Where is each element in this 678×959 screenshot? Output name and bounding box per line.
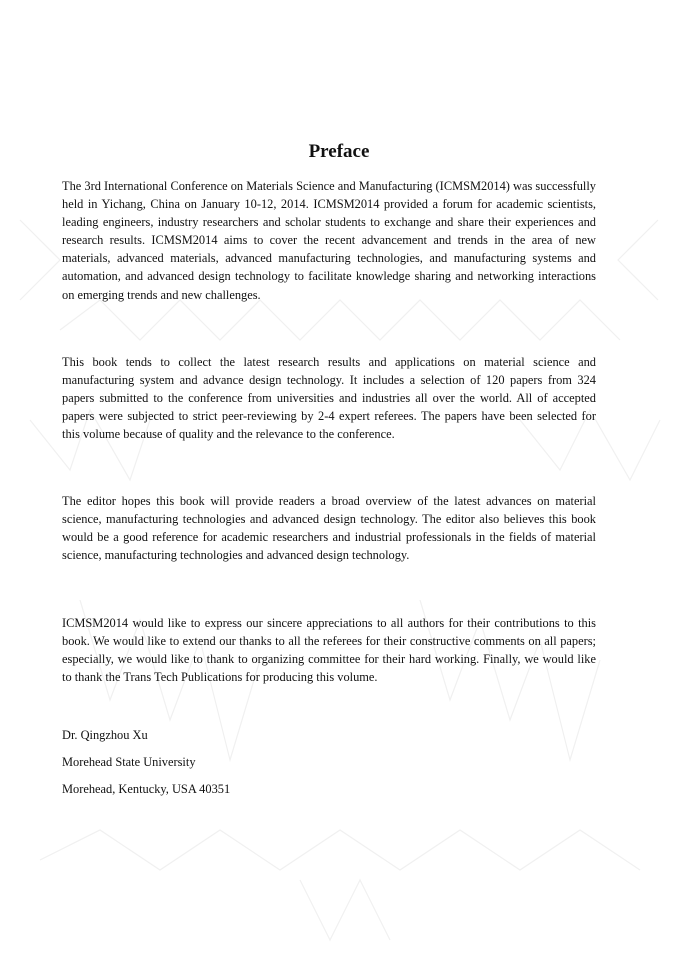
preface-body xyxy=(62,177,596,807)
signature-address: Morehead, Kentucky, USA 40351 xyxy=(62,782,231,797)
signature-institution: Morehead State University xyxy=(62,754,196,769)
page-title: Preface xyxy=(308,141,370,162)
signature-block xyxy=(62,726,596,798)
paragraph-3: The editor hopes this book will provide readers a broad overview of the latest advances on material science, manufacturing technologies and advanced design technology. The editor also believes this book would be a good reference for academic researchers and industrial professionals in the fields of material science, manufacturing technologies and advanced design technology. xyxy=(62,494,596,563)
paragraph-2: This book tends to collect the latest research results and applications on material science and manufacturing system and advance design technology. It includes a selection of 120 papers from 324 papers submitted to the conference from universities and industries all over the world. All of accepted papers were subjected to strict peer-reviewing by 2-4 expert referees. The papers have been selected for this volume because of quality and the relevance to the conference. xyxy=(62,354,596,442)
paragraph-1: The 3rd International Conference on Materials Science and Manufacturing (ICMSM2014) was successfully held in Yichang, China on January 10-12, 2014. ICMSM2014 provided a forum for academic scientists, leading engineers, industry researchers and scholar students to exchange and share their experiences and research results. ICMSM2014 aims to cover the recent advancement and trends in the area of new materials, advanced materials, advanced manufacturing technologies, and manufacturing systems and automation, and advanced design technology to facilitate knowledge sharing and networking interactions on emerging trends and new challenges. xyxy=(62,179,596,302)
signature-name: Dr. Qingzhou Xu xyxy=(62,727,148,742)
paragraph-4: ICMSM2014 would like to express our sincere appreciations to all authors for their contributions to this book. We would like to extend our thanks to all the referees for their constructive comments on all papers; especially, we would like to thank to organizing committee for their hard working. Finally, we would like to thank the Trans Tech Publications for producing this volume. xyxy=(62,615,596,684)
